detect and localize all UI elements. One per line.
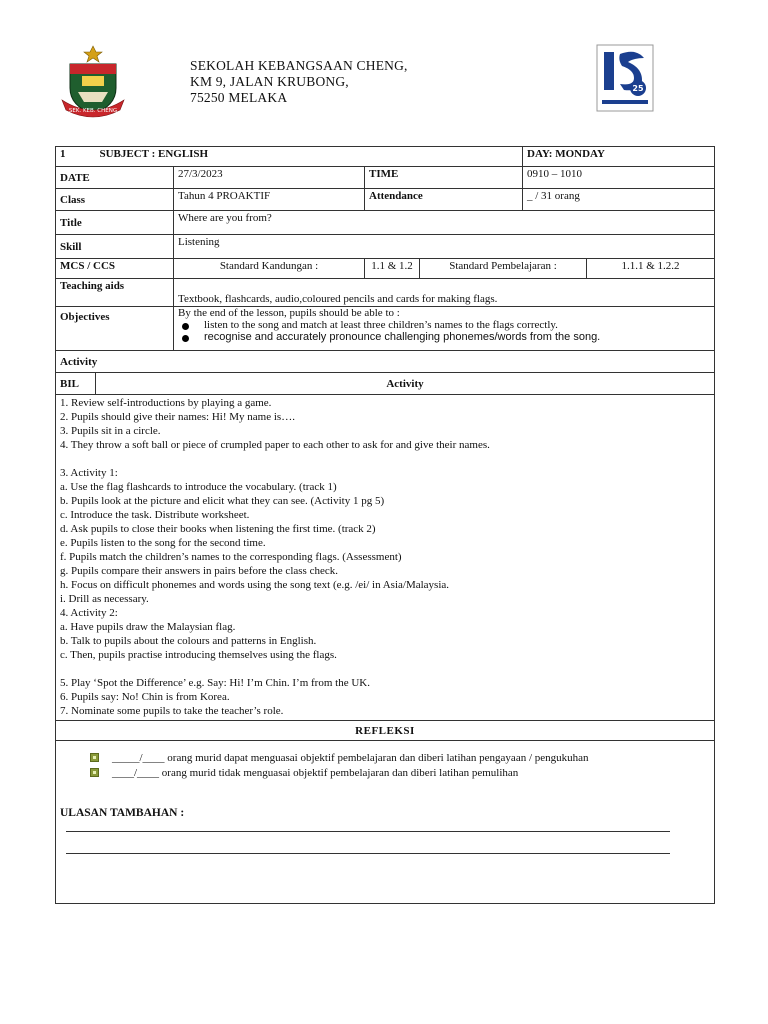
activity-column-header: Activity	[96, 373, 715, 395]
activity-lines	[60, 396, 710, 718]
activity-line: 4. They throw a soft ball or piece of crumpled paper to each other to ask for and give their names.	[60, 439, 490, 451]
activity-line: 5. Play ‘Spot the Difference’ e.g. Say: Hi! I’m Chin. I’m from the UK.	[60, 677, 370, 689]
time-value: 0910 – 1010	[523, 167, 715, 189]
refleksi-heading: REFLEKSI	[56, 721, 715, 741]
activity-line: c. Introduce the task. Distribute worksheet.	[60, 509, 250, 521]
mcs-label: MCS / CCS	[56, 259, 174, 279]
activity-line: 7. Nominate some pupils to take the teacher’s role.	[60, 705, 284, 717]
plan-number: 1	[56, 147, 96, 167]
refleksi-line-mastered	[60, 751, 710, 766]
activity-line: h. Focus on difficult phonemes and words using the song text (e.g. /ei/ in Asia/Malaysia.	[60, 579, 450, 591]
activity-line: d. Ask pupils to close their books when listening the first time. (track 2)	[60, 523, 376, 535]
standard-pembelajaran-value: 1.1.1 & 1.2.2	[587, 259, 715, 279]
teaching-aids-label: Teaching aids	[56, 279, 174, 307]
checkbox-icon	[90, 753, 99, 762]
activity-line: c. Then, pupils practise introducing themselves using the flags.	[60, 649, 337, 661]
comment-line	[66, 853, 670, 854]
subject-cell: SUBJECT : ENGLISH	[96, 147, 523, 167]
day-cell: DAY: MONDAY	[523, 147, 715, 167]
refleksi-text: ____/____ orang murid tidak menguasai objektif pembelajaran dan diberi latihan pemulihan	[112, 767, 519, 779]
activity-line: e. Pupils listen to the song for the second time.	[60, 537, 266, 549]
bil-header: BIL	[56, 373, 96, 395]
standard-kandungan-value: 1.1 & 1.2	[365, 259, 420, 279]
school-name: SEKOLAH KEBANGSAAN CHENG,	[190, 58, 408, 73]
standard-pembelajaran-label: Standard Pembelajaran :	[420, 259, 587, 279]
comment-line	[66, 831, 670, 832]
title-label: Title	[56, 211, 174, 235]
title-value: Where are you from?	[174, 211, 715, 235]
checkbox-icon	[90, 768, 99, 777]
attendance-label: Attendance	[365, 189, 523, 211]
school-street: KM 9, JALAN KRUBONG,	[190, 74, 349, 89]
kss-25-logo	[596, 44, 654, 112]
skill-label: Skill	[56, 235, 174, 259]
refleksi-text: _____/____ orang murid dapat menguasai objektif pembelajaran dan diberi latihan pengayaan / pengukuhan	[112, 752, 589, 764]
refleksi-body	[56, 741, 715, 904]
activity-line: 3. Pupils sit in a circle.	[60, 425, 161, 437]
activity-line	[60, 452, 710, 466]
time-label: TIME	[365, 167, 523, 189]
school-postcode: 75250 MELAKA	[190, 90, 288, 105]
objectives-intro: By the end of the lesson, pupils should be able to :	[178, 307, 400, 319]
school-crest-logo	[58, 44, 128, 120]
crest-text: SEK. KEB. CHENG	[68, 108, 118, 114]
skill-value: Listening	[174, 235, 715, 259]
lesson-plan-table	[55, 146, 715, 904]
teaching-aids-value: Textbook, flashcards, audio,coloured pencils and cards for making flags.	[174, 279, 715, 307]
date-value: 27/3/2023	[174, 167, 365, 189]
logo-number: 25	[632, 84, 644, 93]
objectives-cell	[174, 307, 715, 351]
objective-text: recognise and accurately pronounce challenging phonemes/words from the song.	[204, 331, 601, 343]
activity-line: 6. Pupils say: No! Chin is from Korea.	[60, 691, 230, 703]
bullet-icon	[182, 335, 189, 342]
objective-item	[178, 319, 710, 331]
activity-line: f. Pupils match the children’s names to the corresponding flags. (Assessment)	[60, 551, 402, 563]
activity-line: g. Pupils compare their answers in pairs before the class check.	[60, 565, 338, 577]
activity-line: b. Talk to pupils about the colours and patterns in English.	[60, 635, 317, 647]
class-label: Class	[56, 189, 174, 211]
activity-line	[60, 662, 710, 676]
refleksi-line-not-mastered	[60, 766, 710, 781]
activity-body	[56, 395, 715, 721]
standard-kandungan-label: Standard Kandungan :	[174, 259, 365, 279]
activity-line: 1. Review self-introductions by playing a game.	[60, 397, 272, 409]
bullet-icon	[182, 323, 189, 330]
school-address	[190, 58, 408, 106]
activity-line: a. Use the flag flashcards to introduce the vocabulary. (track 1)	[60, 481, 337, 493]
activity-line: 3. Activity 1:	[60, 467, 118, 479]
objective-text: listen to the song and match at least three children’s names to the flags correctly.	[204, 319, 558, 331]
ulasan-label: ULASAN TAMBAHAN :	[60, 807, 185, 819]
date-label: DATE	[56, 167, 174, 189]
activity-line: b. Pupils look at the picture and elicit what they can see. (Activity 1 pg 5)	[60, 495, 385, 507]
objectives-label: Objectives	[56, 307, 174, 351]
class-value: Tahun 4 PROAKTIF	[174, 189, 365, 211]
activity-heading: Activity	[56, 351, 715, 373]
activity-line: i. Drill as necessary.	[60, 593, 149, 605]
activity-line: 2. Pupils should give their names: Hi! My name is….	[60, 411, 295, 423]
attendance-value: _ / 31 orang	[523, 189, 715, 211]
activity-line: 4. Activity 2:	[60, 607, 118, 619]
activity-line: a. Have pupils draw the Malaysian flag.	[60, 621, 236, 633]
objective-item	[178, 331, 710, 343]
objectives-list	[178, 319, 710, 343]
